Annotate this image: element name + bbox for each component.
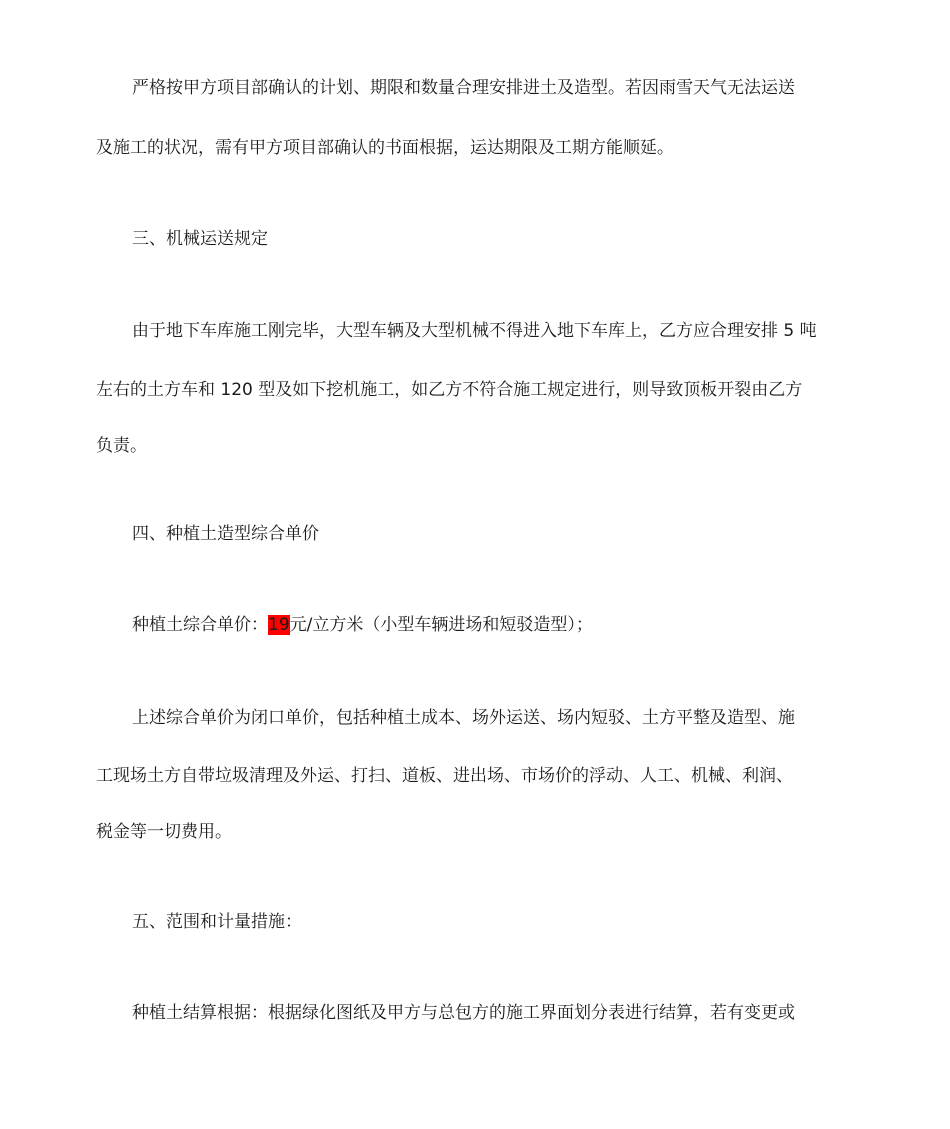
paragraph-line: 种植土结算根据：根据绿化图纸及甲方与总包方的施工界面划分表进行结算，若有变更或 xyxy=(132,1003,795,1023)
paragraph-line: 上述综合单价为闭口单价，包括种植土成本、场外运送、场内短驳、土方平整及造型、施 xyxy=(132,708,795,728)
price-line xyxy=(132,613,950,637)
section-heading-5: 五、范围和计量措施： xyxy=(132,912,302,932)
paragraph-line: 税金等一切费用。 xyxy=(96,822,232,842)
paragraph-line: 及施工的状况，需有甲方项目部确认的书面根据，运达期限及工期方能顺延。 xyxy=(96,138,674,158)
price-label: 种植土综合单价： xyxy=(132,615,268,635)
paragraph-line: 工现场土方自带垃圾清理及外运、打扫、道板、进出场、市场价的浮动、人工、机械、利润、 xyxy=(96,766,793,786)
section-heading-4: 四、种植土造型综合单价 xyxy=(132,524,319,544)
paragraph-line: 负责。 xyxy=(96,436,147,456)
paragraph-line: 严格按甲方项目部确认的计划、期限和数量合理安排进土及造型。若因雨雪天气无法运送 xyxy=(132,78,795,98)
paragraph-line: 左右的土方车和 120 型及如下挖机施工，如乙方不符合施工规定进行，则导致顶板开裂由乙方 xyxy=(96,380,803,400)
price-value-highlight: 19 xyxy=(268,615,290,635)
section-heading-3: 三、机械运送规定 xyxy=(132,229,268,249)
paragraph-line: 由于地下车库施工刚完毕，大型车辆及大型机械不得进入地下车库上，乙方应合理安排 5 吨 xyxy=(132,321,817,341)
price-unit: 元/立方米（小型车辆进场和短驳造型）； xyxy=(289,615,593,635)
